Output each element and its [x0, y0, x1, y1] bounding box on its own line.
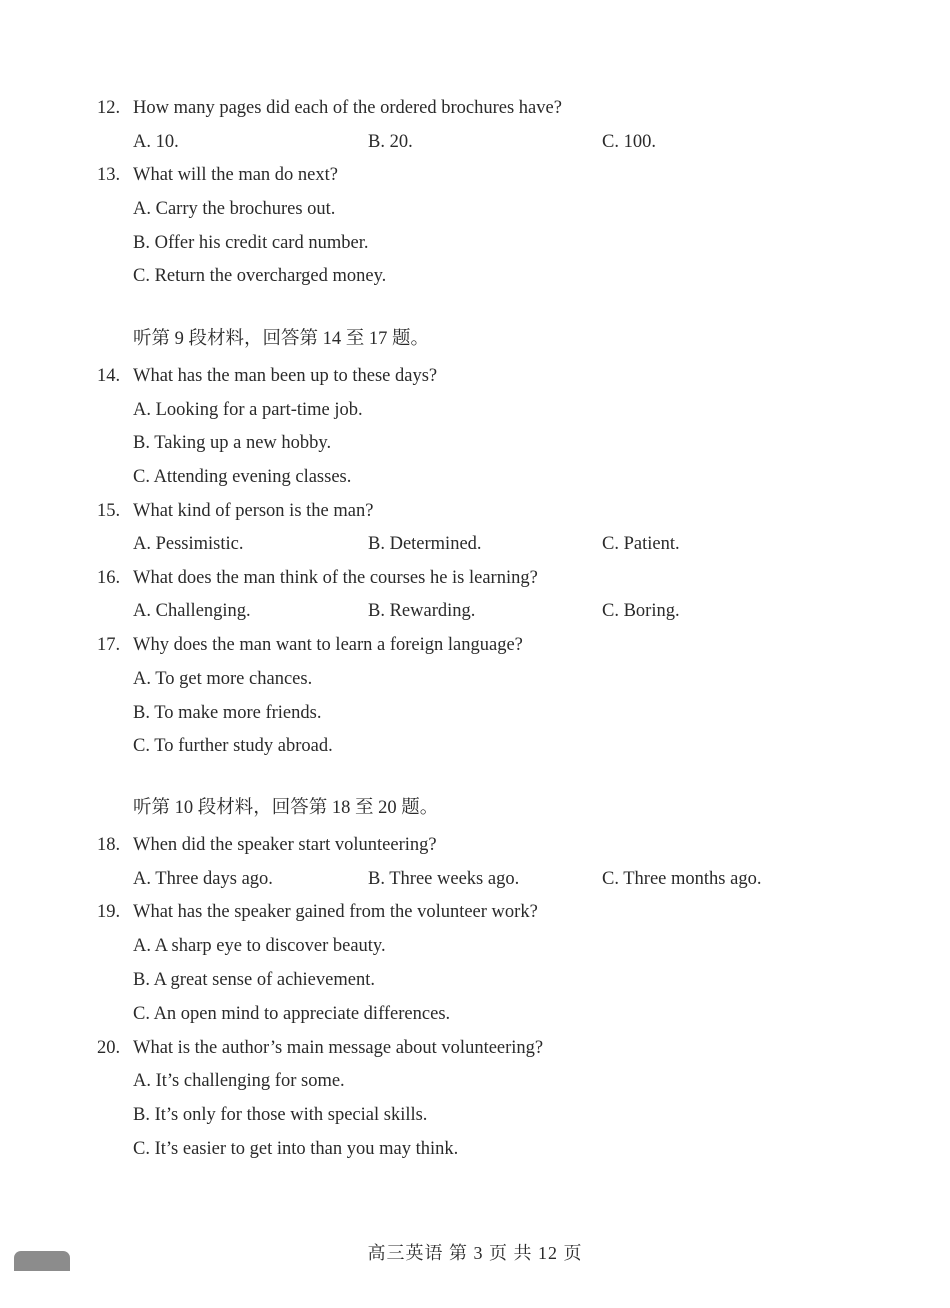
answer-option: C. 100. [602, 132, 656, 152]
answer-option: A. Three days ago. [133, 869, 273, 889]
question-text: What has the speaker gained from the volunteer work? [133, 902, 538, 922]
question-number: 14. [97, 366, 121, 386]
question-text: What does the man think of the courses he is learning? [133, 568, 538, 588]
question-number: 12. [97, 98, 121, 118]
question-text: What kind of person is the man? [133, 501, 374, 521]
question-text: What will the man do next? [133, 165, 338, 185]
answer-option: C. Patient. [602, 534, 680, 554]
answer-option: C. An open mind to appreciate differences. [133, 1004, 451, 1024]
answer-option: C. Return the overcharged money. [133, 266, 387, 286]
answer-option: A. It’s challenging for some. [133, 1071, 345, 1091]
section-instruction: 听第 9 段材料，回答第 14 至 17 题。 [133, 329, 430, 349]
answer-option: B. A great sense of achievement. [133, 970, 375, 990]
answer-option: B. 20. [368, 132, 413, 152]
answer-option: C. Attending evening classes. [133, 467, 352, 487]
section-instruction: 听第 10 段材料，回答第 18 至 20 题。 [133, 798, 439, 818]
question-number: 13. [97, 165, 121, 185]
page-footer: 高三英语 第 3 页 共 12 页 [367, 1243, 583, 1263]
answer-option: B. It’s only for those with special skills. [133, 1105, 428, 1125]
answer-option: A. Looking for a part-time job. [133, 400, 363, 420]
question-number: 15. [97, 501, 121, 521]
answer-option: C. Boring. [602, 601, 680, 621]
answer-option: A. A sharp eye to discover beauty. [133, 936, 386, 956]
question-number: 19. [97, 902, 121, 922]
answer-option: A. To get more chances. [133, 669, 313, 689]
answer-option: B. Three weeks ago. [368, 869, 520, 889]
answer-option: A. 10. [133, 132, 179, 152]
question-text: What has the man been up to these days? [133, 366, 438, 386]
answer-option: C. Three months ago. [602, 869, 762, 889]
answer-option: B. Rewarding. [368, 601, 476, 621]
answer-option: A. Pessimistic. [133, 534, 244, 554]
question-number: 20. [97, 1038, 121, 1058]
answer-option: C. It’s easier to get into than you may think. [133, 1139, 459, 1159]
question-text: When did the speaker start volunteering? [133, 835, 437, 855]
answer-option: C. To further study abroad. [133, 736, 333, 756]
scroll-handle[interactable] [14, 1251, 70, 1271]
question-text: Why does the man want to learn a foreign language? [133, 635, 523, 655]
question-number: 16. [97, 568, 121, 588]
answer-option: B. To make more friends. [133, 703, 322, 723]
question-text: What is the author’s main message about volunteering? [133, 1038, 544, 1058]
answer-option: B. Taking up a new hobby. [133, 433, 332, 453]
answer-option: B. Determined. [368, 534, 482, 554]
answer-option: B. Offer his credit card number. [133, 233, 369, 253]
answer-option: A. Challenging. [133, 601, 251, 621]
question-number: 18. [97, 835, 121, 855]
question-number: 17. [97, 635, 121, 655]
answer-option: A. Carry the brochures out. [133, 199, 336, 219]
question-text: How many pages did each of the ordered brochures have? [133, 98, 562, 118]
